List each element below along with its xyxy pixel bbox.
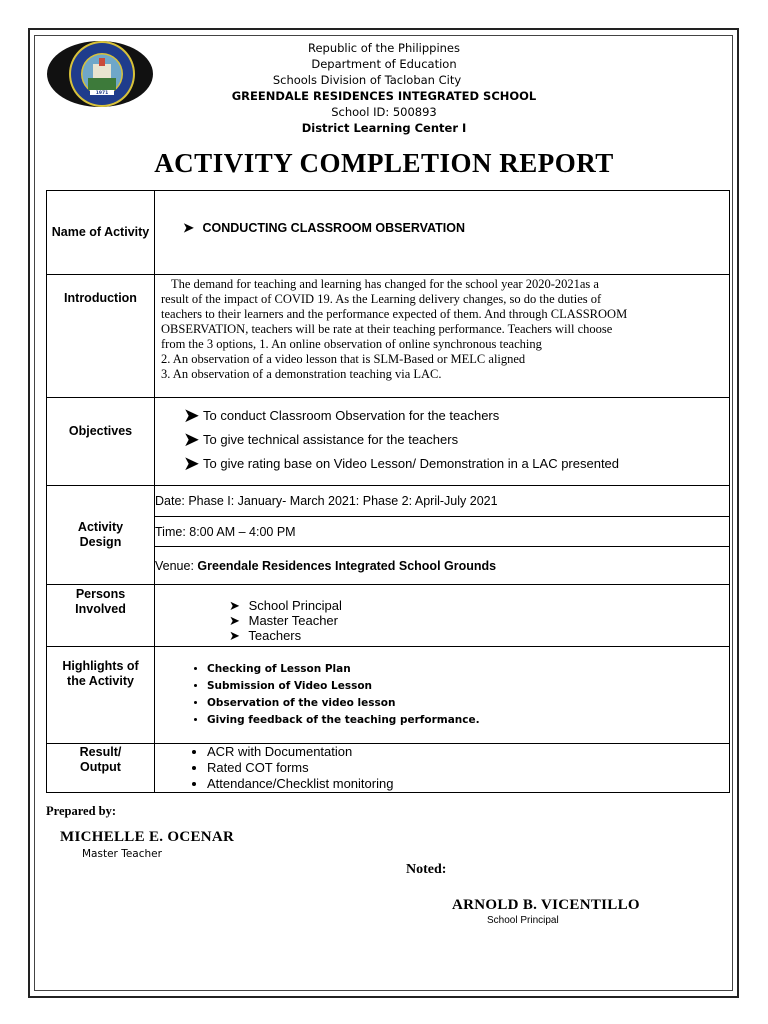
cell-introduction bbox=[155, 275, 730, 398]
result-label-text: Result/ Output bbox=[79, 745, 122, 774]
highlight-item: • Observation of the video lesson bbox=[207, 695, 729, 712]
arrow-bullet-icon: ➤ bbox=[183, 429, 200, 451]
intro-line: 3. An observation of a demonstration teaching via LAC. bbox=[161, 367, 442, 381]
person-item: ➤ Master Teacher bbox=[229, 613, 338, 628]
arrow-bullet-icon: ➤ bbox=[183, 453, 200, 475]
arrow-bullet-icon: ➤ bbox=[229, 613, 240, 628]
label-activity-design bbox=[47, 486, 155, 585]
label-objectives: Objectives bbox=[47, 398, 155, 486]
row-highlights bbox=[47, 647, 730, 744]
activity-report-table bbox=[46, 190, 730, 793]
venue-prefix: Venue: bbox=[155, 558, 198, 573]
header-republic: Republic of the Philippines bbox=[307, 41, 461, 55]
design-venue bbox=[155, 547, 730, 585]
objective-item bbox=[183, 452, 729, 476]
result-item: • Rated COT forms bbox=[207, 760, 729, 776]
arrow-bullet-icon: ➤ bbox=[183, 219, 194, 235]
person-item: ➤ School Principal bbox=[229, 598, 342, 613]
intro-line: OBSERVATION, teachers will be rate at their teaching performance. Teachers will choose bbox=[161, 322, 613, 336]
design-date: Date: Phase I: January- March 2021: Phase 2: April-July 2021 bbox=[155, 486, 730, 517]
row-result bbox=[47, 744, 730, 793]
intro-line: result of the impact of COVID 19. As the Learning delivery changes, so do the duties of bbox=[161, 292, 602, 306]
header-district: District Learning Center I bbox=[301, 121, 467, 135]
label-highlights bbox=[47, 647, 155, 744]
intro-line: teachers to their learners and the performance expected of them. And through CLASSROOM bbox=[161, 307, 628, 321]
cell-objectives bbox=[155, 398, 730, 486]
person-item: ➤ Teachers bbox=[229, 628, 302, 643]
row-design-date bbox=[47, 486, 730, 517]
header-school-id: School ID: 500893 bbox=[331, 105, 437, 119]
objective-item bbox=[183, 428, 729, 452]
noter-role: School Principal bbox=[487, 915, 559, 926]
header-division: Schools Division of Tacloban City bbox=[272, 73, 462, 87]
label-introduction: Introduction bbox=[47, 275, 155, 398]
prepared-by-label: Prepared by: bbox=[46, 804, 117, 818]
report-title: ACTIVITY COMPLETION REPORT bbox=[154, 148, 614, 178]
noter-name: ARNOLD B. VICENTILLO bbox=[452, 897, 640, 913]
objective-item bbox=[183, 404, 729, 428]
objective-text: To give rating base on Video Lesson/ Demonstration in a LAC presented bbox=[203, 456, 620, 471]
header-school-name: GREENDALE RESIDENCES INTEGRATED SCHOOL bbox=[231, 89, 537, 103]
logo-year: 1971 bbox=[95, 91, 109, 96]
objective-text: To give technical assistance for the teachers bbox=[203, 432, 459, 447]
cell-activity-name bbox=[155, 191, 730, 275]
cell-persons bbox=[155, 585, 730, 647]
cell-highlights bbox=[155, 647, 730, 744]
preparer-role: Master Teacher bbox=[82, 848, 162, 860]
arrow-bullet-icon: ➤ bbox=[229, 598, 240, 613]
row-objectives bbox=[47, 398, 730, 486]
cell-results bbox=[155, 744, 730, 793]
activity-design-text: Activity Design bbox=[77, 520, 124, 549]
intro-line: from the 3 options, 1. An online observation of online synchronous teaching bbox=[161, 337, 542, 351]
row-introduction bbox=[47, 275, 730, 398]
persons-label-text: Persons Involved bbox=[75, 587, 126, 616]
label-persons-involved bbox=[47, 585, 155, 647]
row-persons bbox=[47, 585, 730, 647]
intro-line: 2. An observation of a video lesson that is SLM-Based or MELC aligned bbox=[161, 352, 526, 366]
label-result-output bbox=[47, 744, 155, 793]
row-activity-name bbox=[47, 191, 730, 275]
highlight-item: • Submission of Video Lesson bbox=[207, 678, 729, 695]
highlight-item: • Checking of Lesson Plan bbox=[207, 661, 729, 678]
preparer-name: MICHELLE E. OCENAR bbox=[60, 829, 235, 845]
result-item: • ACR with Documentation bbox=[207, 744, 729, 760]
arrow-bullet-icon: ➤ bbox=[183, 405, 200, 427]
highlights-label-text: Highlights of the Activity bbox=[62, 659, 139, 688]
label-name-of-activity: Name of Activity bbox=[47, 191, 155, 275]
design-time: Time: 8:00 AM – 4:00 PM bbox=[155, 517, 730, 547]
objective-text: To conduct Classroom Observation for the teachers bbox=[203, 408, 500, 423]
activity-name-value: CONDUCTING CLASSROOM OBSERVATION bbox=[202, 220, 465, 235]
venue-value: Greendale Residences Integrated School Grounds bbox=[197, 558, 497, 573]
result-item: • Attendance/Checklist monitoring bbox=[207, 776, 729, 792]
highlight-item: • Giving feedback of the teaching performance. bbox=[207, 712, 729, 729]
intro-line: The demand for teaching and learning has changed for the school year 2020-2021as a bbox=[171, 277, 599, 291]
header-department: Department of Education bbox=[311, 57, 457, 71]
arrow-bullet-icon: ➤ bbox=[229, 628, 240, 643]
noted-label: Noted: bbox=[406, 862, 447, 877]
